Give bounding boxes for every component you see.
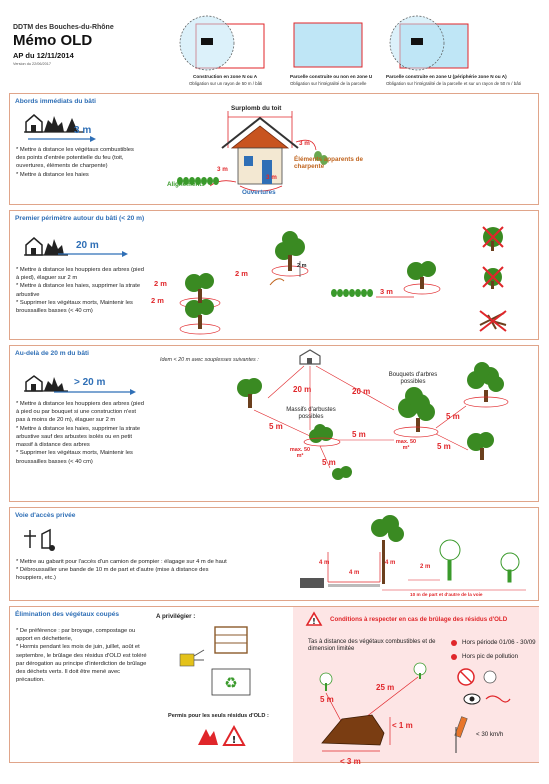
surveillance-icon: [462, 691, 510, 707]
bouquets-label: Bouquets d'arbres possibles: [388, 372, 438, 385]
max-area-a: max. 50 m²: [289, 447, 311, 460]
bullet-list: [16, 627, 150, 685]
alignements-label: Alignements: [167, 181, 205, 188]
bullet: * Mettre à distance les houppiers des arbres (pied à pied ou par bouquet si une construction n'est pas à moins de 20 m), élaguer sur 2 m: [16, 401, 144, 424]
section-voie-acces: [9, 507, 539, 601]
distance-label: 3 m: [74, 125, 92, 136]
permis-label: Permis pour les seuls résidus d'OLD :: [168, 713, 269, 719]
bullet: * Mettre à distance les haies: [16, 171, 89, 178]
height-4m-b: 4 m: [385, 560, 396, 566]
section-abords: [9, 93, 539, 205]
dim-5m-d: 5 m: [437, 442, 451, 451]
distance-arrow: [54, 389, 138, 395]
distance-label: > 20 m: [74, 377, 106, 388]
distance-label: 20 m: [76, 240, 99, 251]
bullet-list: [16, 400, 146, 466]
section-title: Premier périmètre autour du bâti (< 20 m): [15, 215, 145, 222]
zone-diagram-1: [178, 14, 268, 74]
road-diagram: [290, 512, 540, 602]
dim-20m-a: 20 m: [293, 385, 312, 394]
surplomb-label: Surplomb du toit: [231, 105, 282, 112]
calendar-icon: [450, 639, 458, 647]
svg-text:!: !: [312, 617, 316, 626]
bullet: * Mettre à distance les haies, supprimer la strate arbustive sauf des arbustes isolés ou en petit massif à distance des arbres: [16, 425, 141, 449]
section-title: Abords immédiats du bâti: [15, 98, 96, 105]
bullet: * Mettre à distance les végétaux combustibles des points d'entrée potentielle du feu (toit, ouvertures, éléments de charpente): [16, 147, 134, 170]
bullet-list: [16, 146, 144, 179]
section-au-dela: [9, 345, 539, 502]
zone-diagram-2: [294, 22, 364, 72]
shredder-icon: [176, 644, 206, 670]
dim-5m-b: 5 m: [352, 430, 366, 439]
zone-1-title: Construction en zone N ou A: [193, 74, 258, 79]
wind-sock-icon: [450, 717, 474, 753]
zone-2-desc: Obligation sur l'intégralité de la parcelle: [290, 81, 367, 86]
max-area-b: max. 50 m²: [395, 439, 417, 452]
section-premier-perimetre: [9, 210, 539, 340]
burn-icon: [196, 725, 244, 747]
band-label: 10 m de part et d'autre de la voie: [410, 592, 483, 597]
bullet-list: [16, 558, 236, 583]
dim-2m-d: 2 m: [297, 263, 307, 269]
conditions-title: Conditions à respecter en cas de brûlage des résidus d'OLD: [330, 616, 508, 623]
bullet: * Mettre à distance les houppiers des arbres (pied à pied), élaguer sur 2 m: [16, 267, 144, 282]
bullet-list: [16, 266, 144, 315]
width-4m: 4 m: [349, 570, 360, 576]
page-title: Mémo OLD: [13, 32, 93, 49]
dim-20m-b: 20 m: [352, 387, 371, 396]
zone-3-title: Parcelle construite en zone U (périphérie zone N ou A): [386, 74, 507, 79]
section-title: Au-delà de 20 m du bâti: [15, 350, 90, 357]
forbidden-icon: [456, 667, 504, 687]
dim-2m-a: 2 m: [235, 269, 248, 278]
bullet: * Mettre au gabarit pour l'accès d'un camion de pompier : élagage sur 4 m de haut: [16, 559, 227, 565]
dim-3m-c: 3 m: [266, 174, 277, 181]
section-title: Élimination des végétaux coupés: [15, 611, 120, 618]
bullet: * Mettre à distance les haies, supprimer la strate arbustive: [16, 283, 141, 298]
dim-5m-c: 5 m: [322, 458, 336, 467]
dim-3m: 3 m: [380, 287, 393, 296]
burn-pile-diagram: [302, 661, 442, 759]
section-elimination: [9, 606, 539, 766]
warning-icon: [306, 612, 322, 626]
dim-3m-b: 3 m: [217, 166, 228, 173]
svg-text:!: !: [231, 735, 237, 746]
charpente-label: Éléments apparents de charpente: [294, 156, 363, 171]
org-name: DDTM des Bouches-du-Rhône: [13, 24, 114, 31]
pollution-icon: [450, 653, 458, 661]
idem-note: Idem < 20 m avec souplesses suivantes :: [160, 357, 259, 363]
dim-5m-a: 5 m: [269, 422, 283, 431]
bullet: * Débroussailler une bande de 10 m de part et d'autre (mise à distance des houppiers, etc.): [16, 567, 209, 582]
distance-arrow: [28, 136, 98, 142]
width-3m: < 3 m: [340, 757, 361, 766]
dim-2m-b: 2 m: [154, 279, 167, 288]
zone-1-desc: Obligation sur un rayon de 50 m / bâti: [189, 81, 263, 86]
condition-wind: < 30 km/h: [476, 731, 504, 738]
version: Version du 22/06/2017: [13, 62, 52, 66]
zone-diagram-3: [386, 14, 476, 74]
bullet: * Supprimer les végétaux morts, Maintenir les broussailles basses (< 40 cm): [16, 450, 133, 465]
bullet: * Hormis pendant les mois de juin, juillet, août et septembre, le brûlage des résidus d'OLD est toléré par dérogation au principe d'interdiction de brûlage des déchets verts. Il doit être mené avec précaution.: [16, 644, 147, 684]
dim-2m-c: 2 m: [151, 296, 164, 305]
zone-2-title: Parcelle construite ou non en zone U: [290, 74, 373, 79]
fire-truck-icon: [22, 526, 62, 552]
zone-3-desc: Obligation sur l'intégralité de la parcelle et sur un rayon de 50 m / bâti: [386, 81, 521, 86]
dist-5m: 5 m: [320, 695, 334, 704]
condition-pollution: Hors pic de pollution: [462, 653, 519, 660]
bullet: * Supprimer les végétaux morts, Maintenir les broussailles basses (< 40 cm): [16, 299, 133, 315]
height-1m: < 1 m: [392, 721, 413, 730]
dim-5m-e: 5 m: [446, 412, 460, 421]
privilegier-label: A privilégier :: [156, 613, 196, 620]
height-4m-a: 4 m: [319, 560, 330, 566]
recycling-icon: [212, 669, 250, 695]
bullet: * De préférence : par broyage, compostage ou apport en déchetterie,: [16, 628, 136, 643]
trees-diagram: [150, 221, 540, 339]
dist-25m: 25 m: [376, 683, 395, 692]
svg-text:♻: ♻: [224, 674, 238, 692]
massifs-label: Massifs d'arbustes possibles: [286, 407, 336, 420]
distance-arrow: [58, 251, 130, 257]
dist-2m: 2 m: [420, 564, 431, 570]
dim-3m-a: 3 m: [299, 140, 310, 147]
trees-diagram: [150, 350, 540, 500]
section-title: Voie d'accès privée: [15, 512, 76, 519]
condition-period: Hors période 01/06 - 30/09: [462, 639, 536, 646]
ap-date: AP du 12/11/2014: [13, 51, 74, 60]
compost-bin-icon: [215, 625, 247, 655]
ouvertures-label: Ouvertures: [242, 189, 276, 196]
conditions-left: Tas à distance des végétaux combustibles et de dimension limitée: [308, 639, 436, 653]
